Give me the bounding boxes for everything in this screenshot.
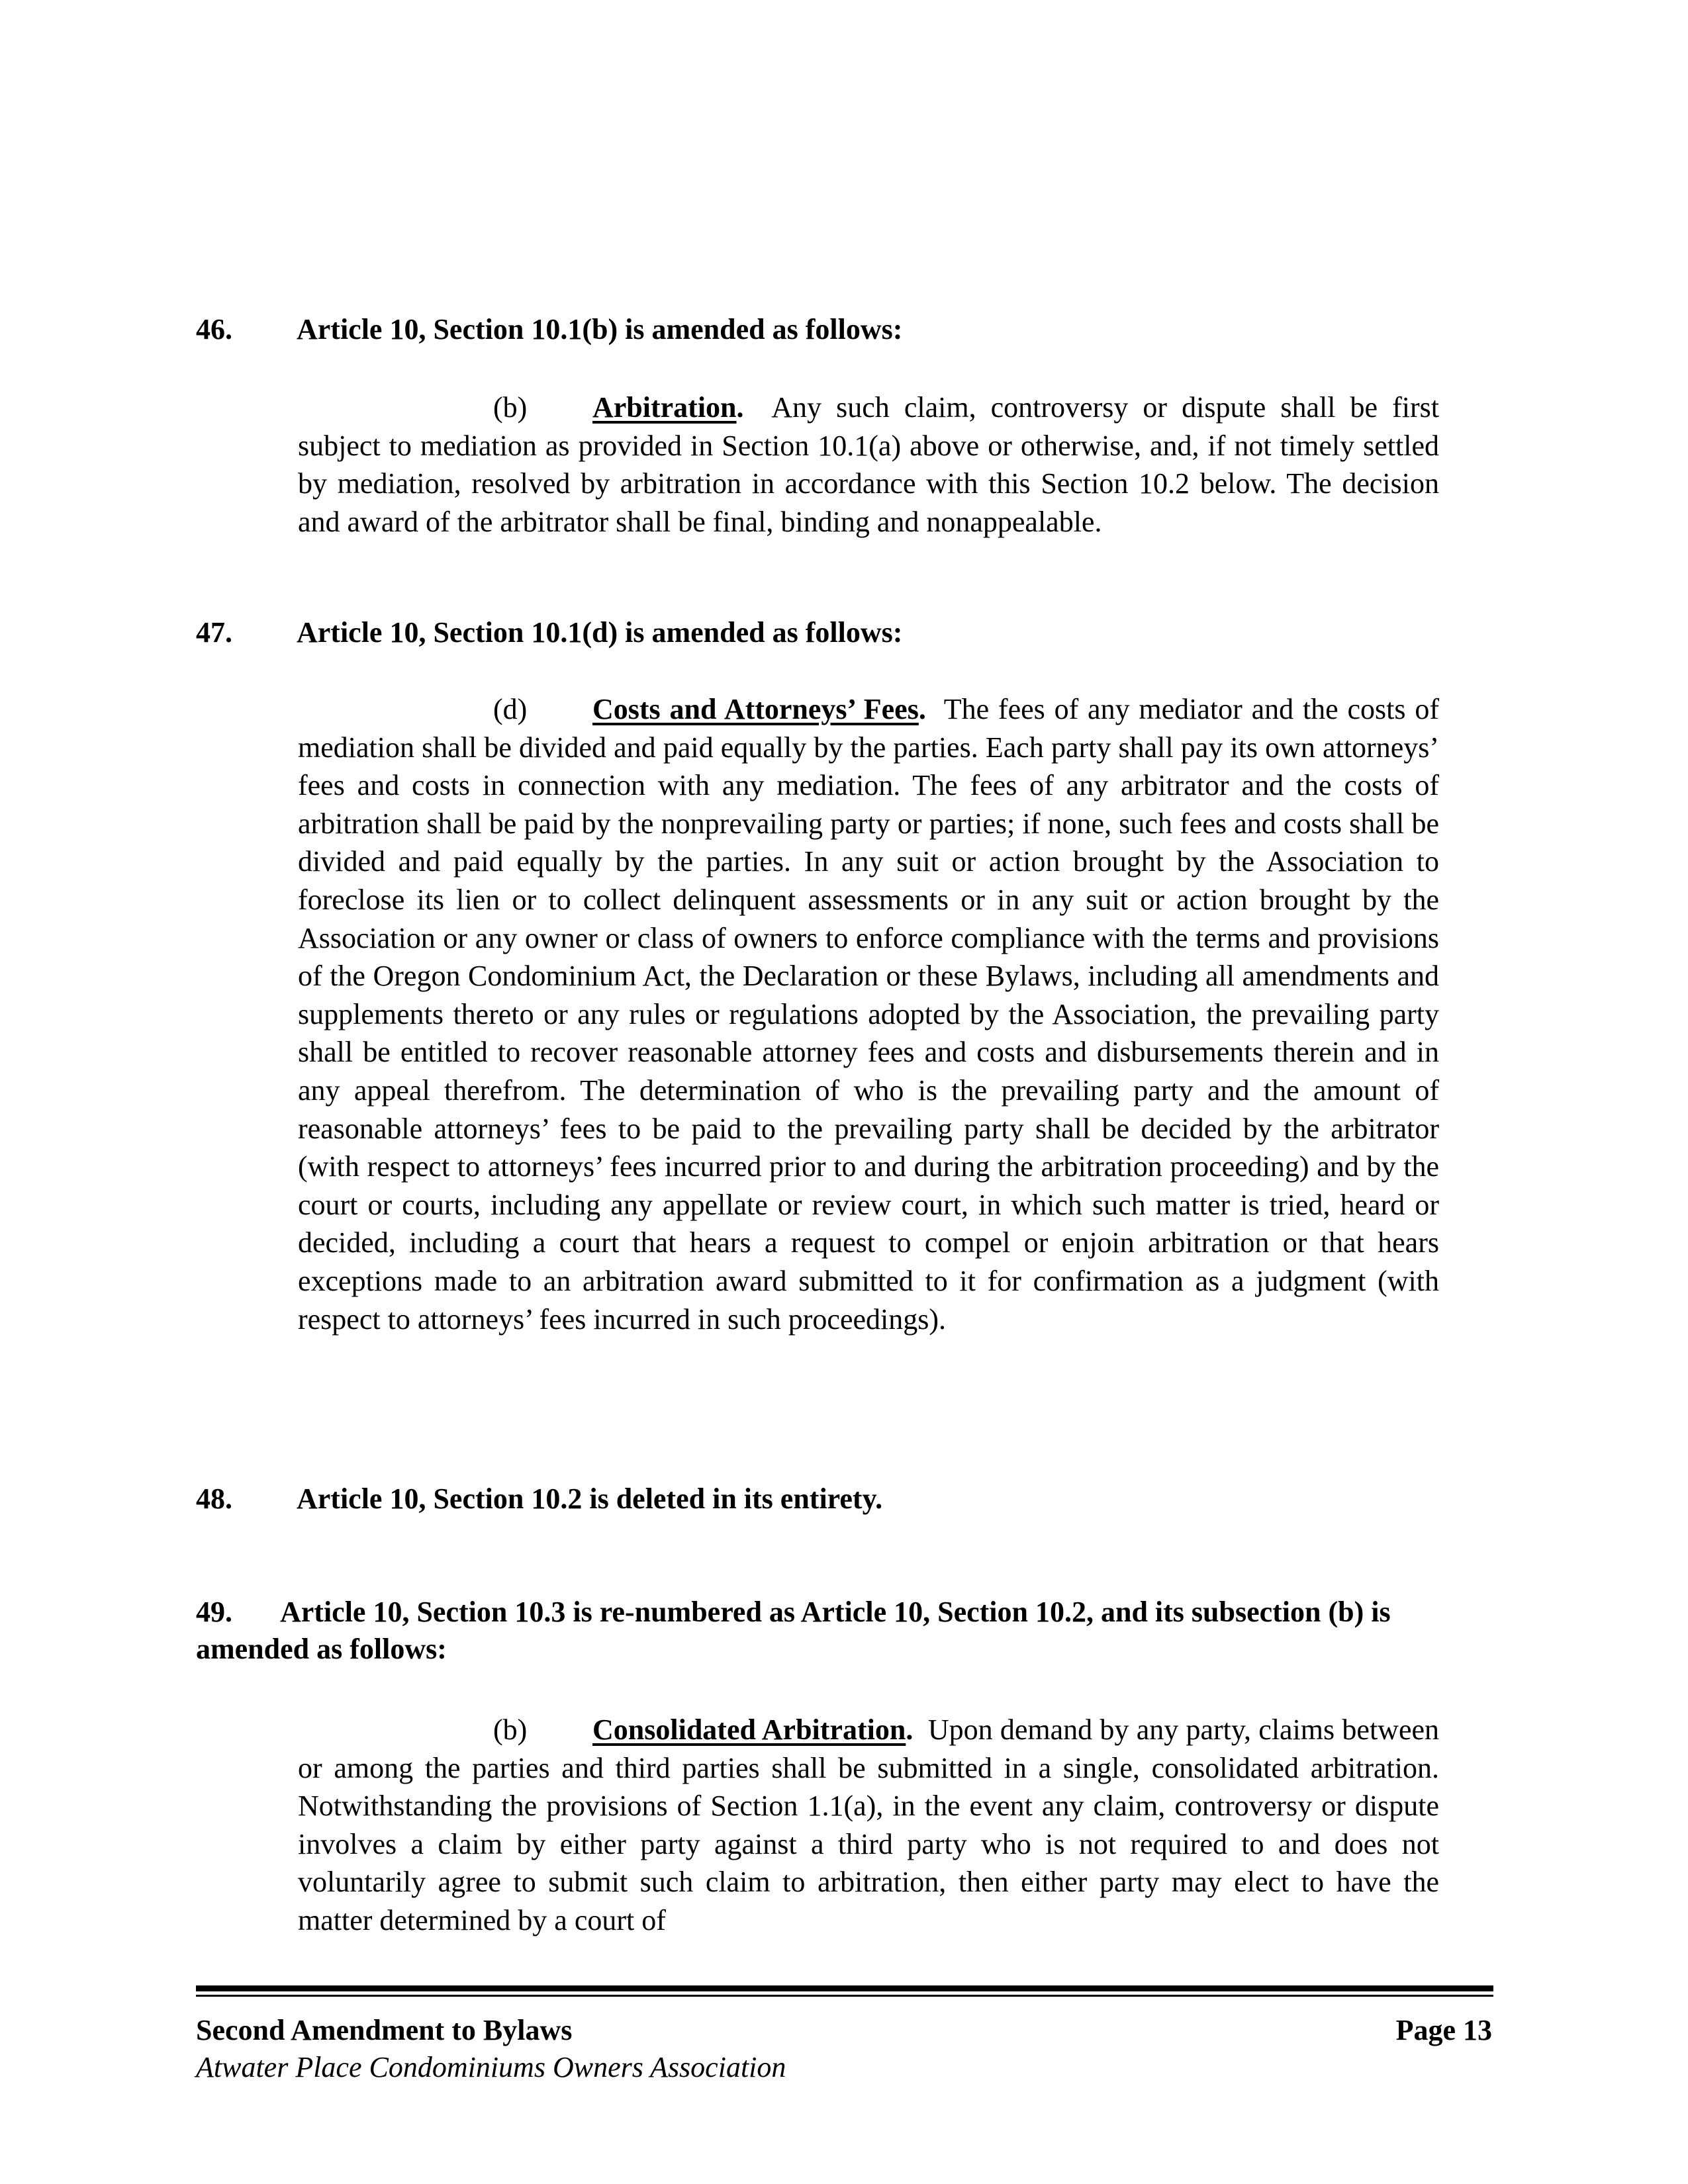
section-heading-text: Article 10, Section 10.1(b) is amended as follows: [297,313,903,345]
section-number: 48. [196,1482,232,1515]
section-46-heading [196,311,1493,348]
section-47-body [298,690,1439,1338]
subsection-label: (b) [493,1713,528,1746]
section-49-heading [196,1594,1493,1668]
section-heading-text: Article 10, Section 10.2 is deleted in its entirety. [297,1482,883,1515]
subsection-label: (b) [493,391,528,424]
section-49-body [298,1711,1439,1940]
paragraph: (b) Arbitration. Any such claim, controversy or dispute shall be first subject to mediation as provided in Section 10.1(a) above or otherwise, and, if not timely settled by mediation, resolved by arbitration in accordance with this Section 10.2 below. The decision and award of the arbitrator shall be final, binding and nonappealable. [298,388,1439,541]
footer-rule-thick [196,1985,1493,1991]
section-46-body [298,388,1439,541]
footer-left [196,2012,786,2086]
paragraph-text: Any such claim, controversy or dispute shall be first subject to mediation as provided in Section 10.1(a) above or otherwise, and, if not timely settled by mediation, resolved by arbitration in accordance with this Section 10.2 below. The decision and award of the arbitrator shall be final, binding and nonappealable. [298,391,1439,538]
subsection-title: Costs and Attorneys’ Fees [592,693,919,725]
section-heading-text: Article 10, Section 10.1(d) is amended as follows: [297,616,903,649]
subsection-label: (d) [493,693,528,725]
footer-document-title: Second Amendment to Bylaws [196,2014,573,2046]
subsection-title: Consolidated Arbitration [592,1713,906,1746]
footer-page-number: Page 13 [1395,2014,1492,2046]
footer-organization: Atwater Place Condominiums Owners Association [196,2051,786,2083]
section-48-heading [196,1480,1493,1518]
paragraph-text: The fees of any mediator and the costs of mediation shall be divided and paid equally by the parties. Each party shall pay its own attorneys’ fees and costs in connection with any mediation. The fees of any arbitrator and the costs of arbitration shall be paid by the nonprevailing party or parties; if none, such fees and costs shall be divided and paid equally by the parties. In any suit or action brought by the Association to foreclose its lien or to collect delinquent assessments or in any suit or action brought by the Association or any owner or class of owners to enforce compliance with the terms and provisions of the Oregon Condominium Act, the Declaration or these Bylaws, including all amendments and supplements thereto or any rules or regulations adopted by the Association, the prevailing party shall be entitled to recover reasonable attorney fees and costs and disbursements therein and in any appeal therefrom. The determination of who is the prevailing party and the amount of reasonable attorneys’ fees to be paid to the prevailing party shall be decided by the arbitrator (with respect to attorneys’ fees incurred prior to and during the arbitration proceeding) and by the court or courts, including any appellate or review court, in which such matter is tried, heard or decided, including a court that hears a request to compel or enjoin arbitration or that hears exceptions made to an arbitration award submitted to it for confirmation as a judgment (with respect to attorneys’ fees incurred in such proceedings). [298,693,1439,1336]
footer-rule-thin [196,1995,1493,1997]
subsection-title: Arbitration [592,391,737,424]
section-heading-text: Article 10, Section 10.3 is re-numbered as Article 10, Section 10.2, and its subsection (b) is amended as follows: [196,1596,1391,1665]
paragraph: (b) Consolidated Arbitration. Upon demand by any party, claims between or among the parties and third parties shall be submitted in a single, consolidated arbitration. Notwithstanding the provisions of Section 1.1(a), in the event any claim, controversy or dispute involves a claim by either party against a third party who is not required to and does not voluntarily agree to submit such claim to arbitration, then either party may elect to have the matter determined by a court of [298,1711,1439,1940]
section-number: 46. [196,313,232,345]
paragraph: (d) Costs and Attorneys’ Fees. The fees of any mediator and the costs of mediation shall be divided and paid equally by the parties. Each party shall pay its own attorneys’ fees and costs in connection with any mediation. The fees of any arbitrator and the costs of arbitration shall be paid by the nonprevailing party or parties; if none, such fees and costs shall be divided and paid equally by the parties. In any suit or action brought by the Association to foreclose its lien or to collect delinquent assessments or in any suit or action brought by the Association or any owner or class of owners to enforce compliance with the terms and provisions of the Oregon Condominium Act, the Declaration or these Bylaws, including all amendments and supplements thereto or any rules or regulations adopted by the Association, the prevailing party shall be entitled to recover reasonable attorney fees and costs and disbursements therein and in any appeal therefrom. The determination of who is the prevailing party and the amount of reasonable attorneys’ fees to be paid to the prevailing party shall be decided by the arbitrator (with respect to attorneys’ fees incurred prior to and during the arbitration proceeding) and by the court or courts, including any appellate or review court, in which such matter is tried, heard or decided, including a court that hears a request to compel or enjoin arbitration or that hears exceptions made to an arbitration award submitted to it for confirmation as a judgment (with respect to attorneys’ fees incurred in such proceedings). [298,690,1439,1338]
section-number: 49. [196,1596,232,1628]
section-47-heading [196,614,1493,651]
paragraph-text: Upon demand by any party, claims between or among the parties and third parties shall be submitted in a single, consolidated arbitration. Notwithstanding the provisions of Section 1.1(a), in the event any claim, controversy or dispute involves a claim by either party against a third party who is not required to and does not voluntarily agree to submit such claim to arbitration, then either party may elect to have the matter determined by a court of [298,1713,1439,1936]
section-number: 47. [196,616,232,649]
